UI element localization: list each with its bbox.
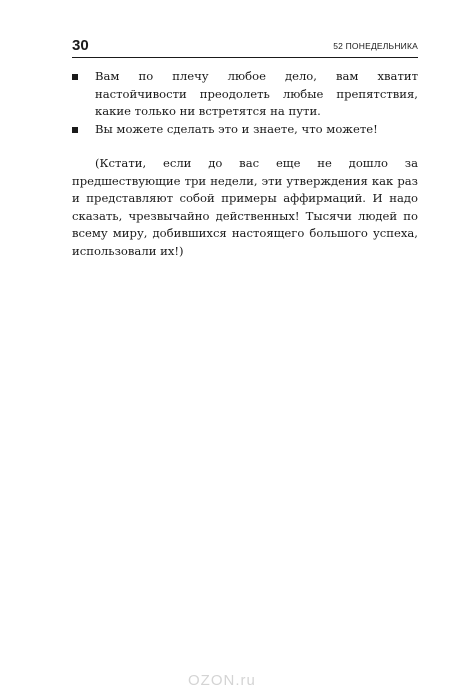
- bullet-list: [72, 68, 418, 138]
- list-item: [72, 121, 418, 139]
- square-bullet-icon: [72, 127, 78, 133]
- bullet-text: Вам по плечу любое дело, вам хватит настойчивости преодолеть любые препятствия, какие только ни встретятся на пути.: [95, 69, 418, 118]
- page-header: [72, 38, 418, 54]
- list-item: [72, 68, 418, 121]
- body-paragraph: (Кстати, если до вас еще не дошло за предшествующие три недели, эти утверждения как раз и представляют собой примеры аффирмаций. И надо сказать, чрезвычайно действенных! Тысячи людей по всему миру, добившихся настоящего большого успеха, использовали их!): [72, 156, 418, 258]
- page-body: [72, 68, 418, 260]
- header-divider: [72, 57, 418, 58]
- square-bullet-icon: [72, 74, 78, 80]
- bullet-text: Вы можете сделать это и знаете, что можете!: [95, 121, 378, 136]
- ozon-watermark: OZON.ru: [188, 672, 256, 689]
- running-head: 52 ПОНЕДЕЛЬНИКА: [333, 41, 418, 51]
- page-number: 30: [72, 37, 89, 54]
